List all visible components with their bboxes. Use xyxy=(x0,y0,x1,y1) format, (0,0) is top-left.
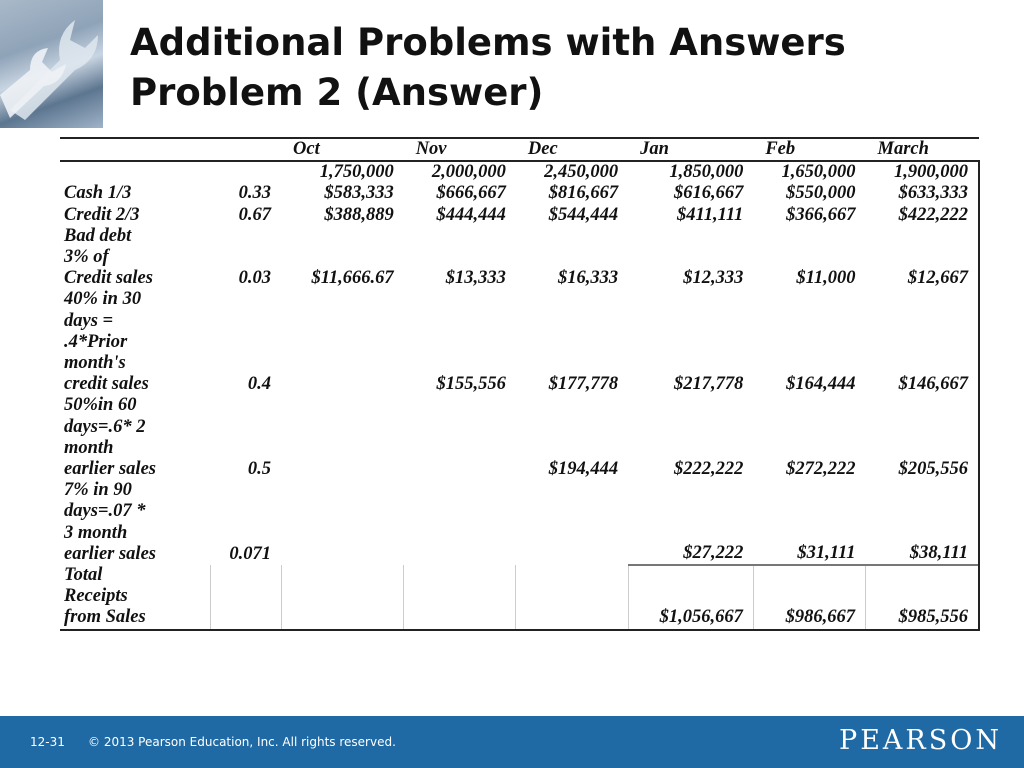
value-cell: $11,666.67 xyxy=(311,268,394,289)
value-cell: $1,056,667 xyxy=(628,565,753,630)
column-header xyxy=(60,138,210,161)
rate-cell xyxy=(210,289,281,395)
value-cell: $366,667 xyxy=(786,204,856,225)
value-cell: $217,778 xyxy=(673,374,744,395)
value-cell xyxy=(281,289,404,395)
row-label: 50%in 60 days=.6* 2 month earlier sales xyxy=(64,395,156,480)
value-cell: $205,556 xyxy=(866,395,980,480)
row-label: 40% in 30 days = .4*Prior month's credit sales xyxy=(64,289,149,395)
value-cell: 2,450,000 xyxy=(544,162,619,183)
value-cell xyxy=(404,395,516,480)
column-header xyxy=(210,138,281,161)
table-row xyxy=(60,395,979,480)
value-cell: $194,444 xyxy=(548,459,619,480)
value-cell: 2,000,000 xyxy=(431,162,506,183)
rate-cell xyxy=(210,395,281,480)
pearson-logo: PEARSON xyxy=(839,725,1002,756)
value-cell: 1,850,000 xyxy=(669,162,744,183)
rate-cell xyxy=(210,565,281,630)
value-cell xyxy=(281,480,404,565)
row-label: Bad debt 3% of Credit sales xyxy=(64,225,153,289)
row-label xyxy=(60,161,210,183)
copyright: © 2013 Pearson Education, Inc. All rights reserved. xyxy=(88,735,396,749)
value-cell: $616,667 xyxy=(673,183,744,204)
value-cell: $155,556 xyxy=(436,374,506,395)
wrench-icon xyxy=(0,0,103,128)
value-cell: $31,111 xyxy=(797,542,856,563)
rate-value: 0.67 xyxy=(238,204,271,225)
value-cell: $816,667 xyxy=(548,183,619,204)
value-cell: $164,444 xyxy=(786,374,856,395)
row-label: Total Receipts from Sales xyxy=(60,565,210,630)
rate-cell xyxy=(210,226,281,290)
table-row xyxy=(60,183,979,204)
value-cell: $411,111 xyxy=(676,204,744,225)
value-cell: $12,333 xyxy=(683,268,744,289)
rate-cell xyxy=(210,205,281,226)
table-row xyxy=(60,289,979,395)
value-cell xyxy=(404,565,516,630)
value-cell: $12,667 xyxy=(866,226,980,290)
row-label: 7% in 90 days=.07 * 3 month earlier sales xyxy=(64,480,156,564)
rate-value: 0.4 xyxy=(247,374,271,395)
footer-bar xyxy=(0,716,1024,768)
value-cell: $550,000 xyxy=(786,183,856,204)
value-cell: $444,444 xyxy=(436,204,506,225)
rate-value: 0.5 xyxy=(247,459,271,480)
table-row xyxy=(60,565,979,630)
value-cell: $633,333 xyxy=(866,183,980,204)
row-label: Cash 1/3 xyxy=(64,183,132,204)
value-cell xyxy=(281,395,404,480)
title-line-2: Problem 2 (Answer) xyxy=(130,71,544,114)
column-header-march: March xyxy=(866,138,980,161)
rate-value: 0.071 xyxy=(229,543,271,564)
rate-cell xyxy=(210,161,281,183)
value-cell xyxy=(404,480,516,565)
value-cell xyxy=(516,480,628,565)
value-cell: $985,556 xyxy=(866,565,980,630)
value-cell: $583,333 xyxy=(324,183,394,204)
value-cell: $666,667 xyxy=(436,183,506,204)
table-row xyxy=(60,480,979,565)
title-line-1: Additional Problems with Answers xyxy=(130,21,846,64)
table-header-row xyxy=(60,138,979,161)
value-cell: $388,889 xyxy=(324,204,394,225)
value-cell: $11,000 xyxy=(796,268,856,289)
receipts-table xyxy=(60,137,980,631)
page-number: 12-31 xyxy=(30,735,65,749)
column-header-oct: Oct xyxy=(281,138,404,161)
value-cell xyxy=(516,565,628,630)
value-cell: $177,778 xyxy=(548,374,619,395)
slide-title xyxy=(130,18,846,118)
rate-value: 0.33 xyxy=(238,183,271,204)
rate-cell xyxy=(210,480,281,565)
column-header-feb: Feb xyxy=(753,138,865,161)
table-row xyxy=(60,226,979,290)
value-cell: $38,111 xyxy=(866,480,980,565)
value-cell: $27,222 xyxy=(683,542,744,563)
table-row xyxy=(60,161,979,183)
value-cell: $272,222 xyxy=(786,459,856,480)
value-cell: $146,667 xyxy=(866,289,980,395)
value-cell xyxy=(281,565,404,630)
value-cell: $544,444 xyxy=(548,204,619,225)
value-cell: $222,222 xyxy=(673,459,744,480)
rate-value: 0.03 xyxy=(238,268,271,289)
value-cell: 1,750,000 xyxy=(319,162,394,183)
value-cell: $16,333 xyxy=(557,268,619,289)
value-cell: 1,650,000 xyxy=(781,162,856,183)
value-cell: $422,222 xyxy=(866,205,980,226)
value-cell: $986,667 xyxy=(753,565,865,630)
row-label: Credit 2/3 xyxy=(64,204,140,225)
column-header-nov: Nov xyxy=(404,138,516,161)
table-row xyxy=(60,205,979,226)
rate-cell xyxy=(210,183,281,204)
value-cell: $13,333 xyxy=(445,268,506,289)
column-header-jan: Jan xyxy=(628,138,753,161)
column-header-dec: Dec xyxy=(516,138,628,161)
value-cell: 1,900,000 xyxy=(866,161,980,183)
